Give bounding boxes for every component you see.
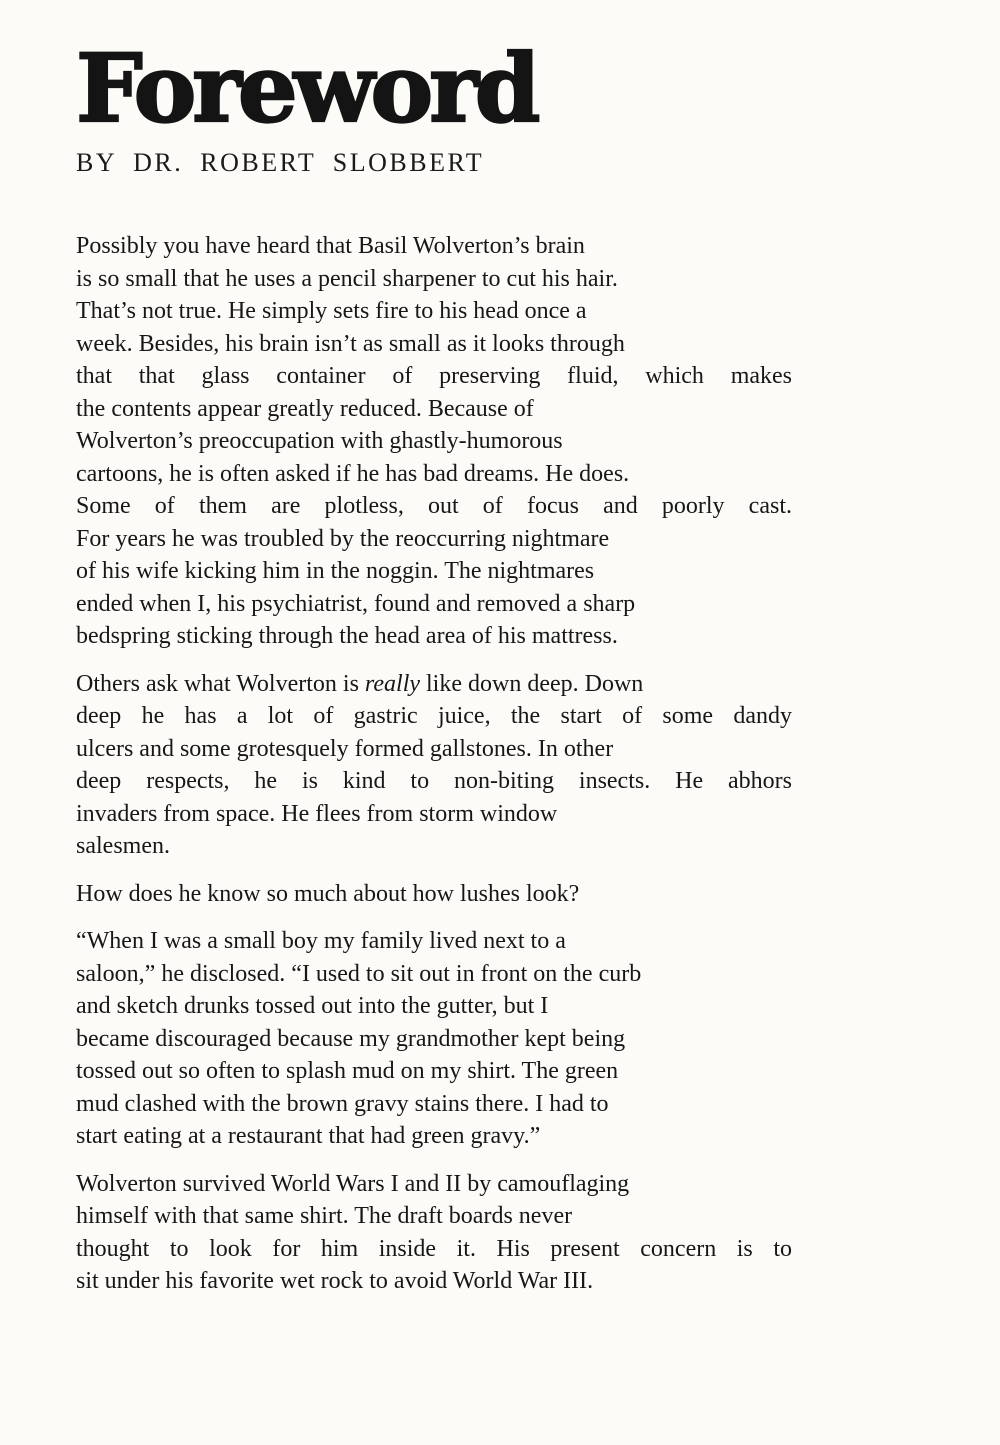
text-line: salesmen. xyxy=(76,833,170,860)
text-line: that that glass container of preserving fluid, which makes xyxy=(76,363,792,390)
text-line: Some of them are plotless, out of focus and poorly cast. xyxy=(76,493,792,520)
text-line: ended when I, his psychiatrist, found and removed a sharp xyxy=(76,590,636,617)
text-line: bedspring sticking through the head area of his mattress. xyxy=(76,623,618,650)
text-line: the contents appear greatly reduced. Because of xyxy=(76,395,534,422)
byline: BY DR. ROBERT SLOBBERT xyxy=(76,148,485,178)
text-line: is so small that he uses a pencil sharpener to cut his hair. xyxy=(76,265,618,292)
text-line: thought to look for him inside it. His present concern is to xyxy=(76,1235,792,1262)
text-line: Wolverton’s preoccupation with ghastly-humorous xyxy=(76,428,563,455)
text-line: deep he has a lot of gastric juice, the start of some dandy xyxy=(76,703,792,730)
text-line: How does he know so much about how lushes look? xyxy=(76,880,580,907)
text-line: became discouraged because my grandmother kept being xyxy=(76,1025,626,1052)
paragraph xyxy=(76,230,792,653)
page-header xyxy=(76,34,1000,178)
paragraph xyxy=(76,878,792,911)
text-line: mud clashed with the brown gravy stains there. I had to xyxy=(76,1090,609,1117)
foreword-paragraphs xyxy=(76,230,792,1298)
paragraph xyxy=(76,925,792,1153)
text-line: saloon,” he disclosed. “I used to sit out in front on the curb xyxy=(76,960,642,987)
text-line: tossed out so often to splash mud on my shirt. The green xyxy=(76,1058,619,1085)
page-title: Foreword xyxy=(76,34,537,144)
text-line: Wolverton survived World Wars I and II by camouflaging xyxy=(76,1170,630,1197)
text-line: week. Besides, his brain isn’t as small as it looks through xyxy=(76,330,625,357)
paragraph xyxy=(76,1168,792,1298)
text-line: of his wife kicking him in the noggin. The nightmares xyxy=(76,558,595,585)
text-line: Others ask what Wolverton is really like down deep. Down xyxy=(76,670,644,697)
text-line: cartoons, he is often asked if he has bad dreams. He does. xyxy=(76,460,630,487)
text-line: invaders from space. He flees from storm window xyxy=(76,800,558,827)
text-line: start eating at a restaurant that had green gravy.” xyxy=(76,1123,541,1150)
text-line: ulcers and some grotesquely formed gallstones. In other xyxy=(76,735,614,762)
text-line: Possibly you have heard that Basil Wolverton’s brain xyxy=(76,233,585,260)
paragraph xyxy=(76,668,792,863)
text-line: and sketch drunks tossed out into the gutter, but I xyxy=(76,993,549,1020)
text-line: For years he was troubled by the reoccurring nightmare xyxy=(76,525,610,552)
text-line: deep respects, he is kind to non-biting insects. He abhors xyxy=(76,768,792,795)
text-line: sit under his favorite wet rock to avoid World War III. xyxy=(76,1268,594,1295)
text-line: himself with that same shirt. The draft boards never xyxy=(76,1203,573,1230)
text-line: “When I was a small boy my family lived next to a xyxy=(76,928,566,955)
text-line: That’s not true. He simply sets fire to his head once a xyxy=(76,298,587,325)
